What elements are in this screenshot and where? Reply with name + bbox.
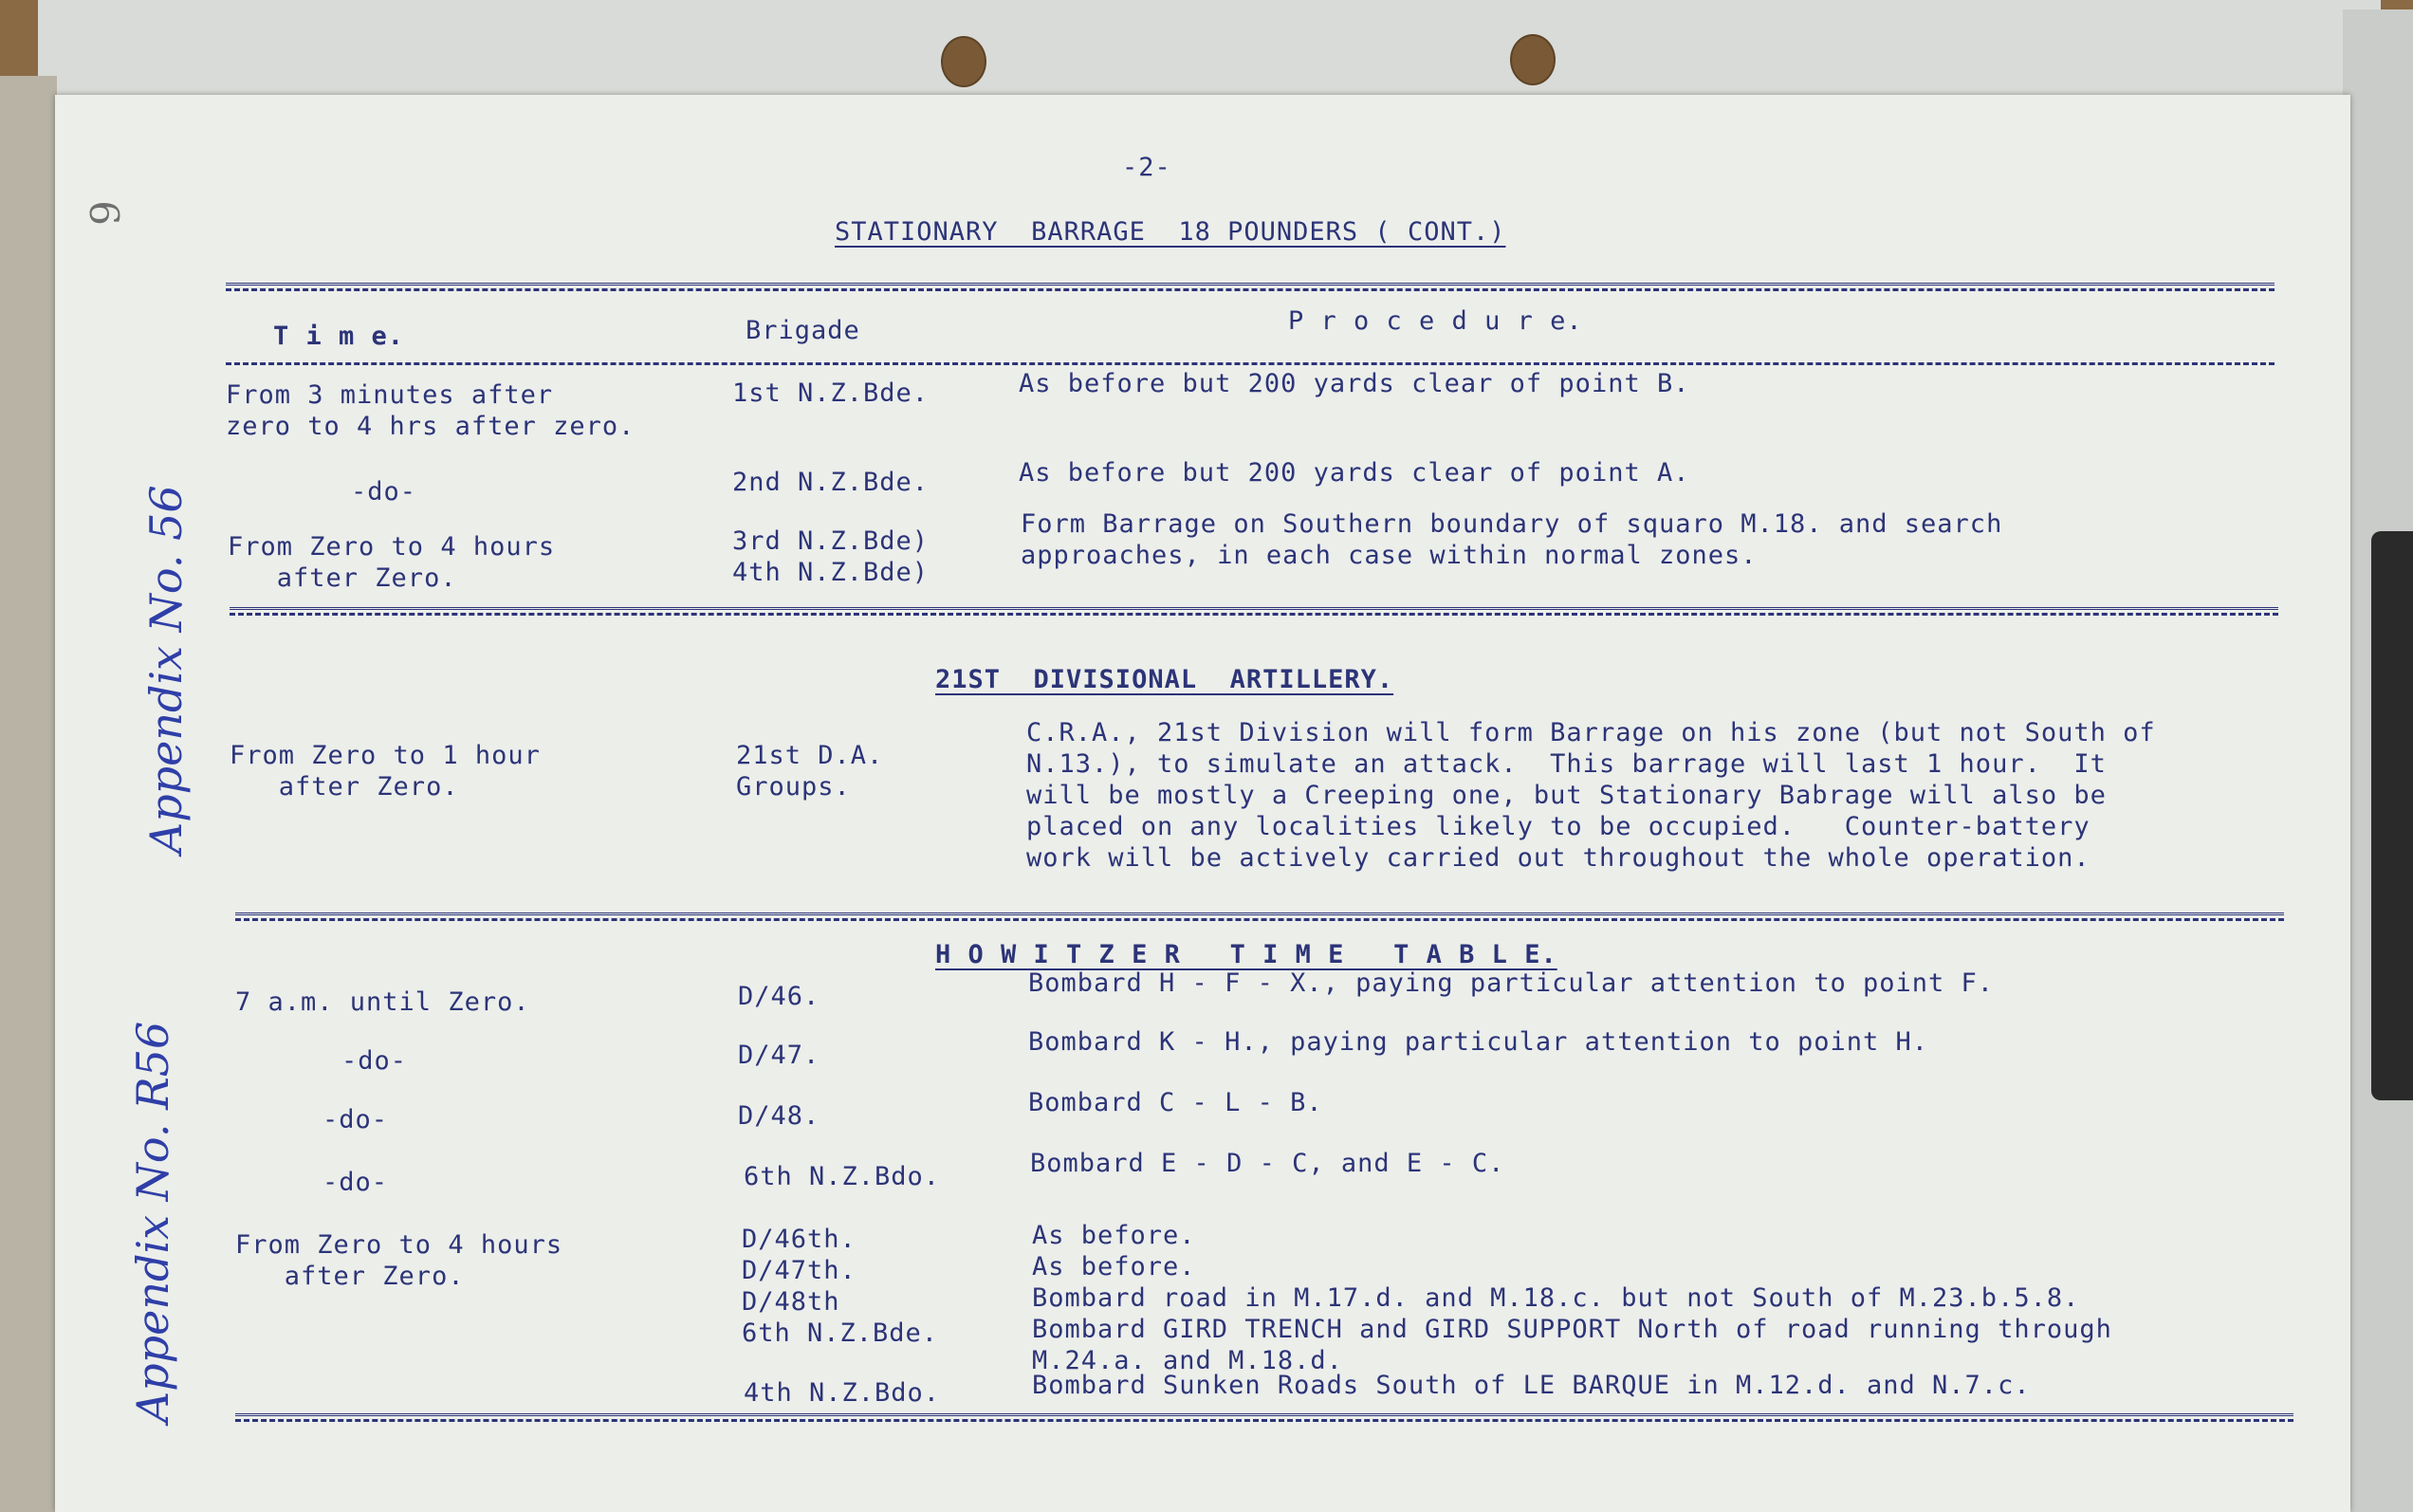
- s3-row3-time: -do-: [322, 1105, 389, 1134]
- s1-row1-procedure: As before but 200 yards clear of point B.: [1019, 369, 1690, 398]
- s3-row3-procedure: Bombard C - L - B.: [1028, 1088, 1323, 1117]
- s1-row3-procedure: Form Barrage on Southern boundary of squaro M.18. and search approaches, in each case within normal zones.: [1021, 509, 2003, 570]
- s3-row1-procedure: Bombard H - F - X., paying particular attention to point F.: [1028, 968, 1995, 998]
- s1-row3-time: From Zero to 4 hours after Zero.: [228, 532, 556, 593]
- s3-row5-time: From Zero to 4 hours after Zero.: [235, 1230, 563, 1291]
- page-number: -2-: [1122, 153, 1171, 182]
- s3-row1-time: 7 a.m. until Zero.: [235, 987, 530, 1017]
- page-title: STATIONARY BARRAGE 18 POUNDERS ( CONT.): [835, 217, 1506, 247]
- s3-row2-time: -do-: [341, 1046, 408, 1076]
- s3-row5-procedure: As before. As before. Bombard road in M.17.d. and M.18.c. but not South of M.23.b.5.8. Bombard GIRD TRENCH and GIRD SUPPORT North of road running through M.24.a. and M.18.d.: [1032, 1221, 2112, 1375]
- s3-row6-procedure: Bombard Sunken Roads South of LE BARQUE in M.12.d. and N.7.c.: [1032, 1371, 2031, 1400]
- s1-row2-procedure: As before but 200 yards clear of point A.: [1019, 458, 1690, 488]
- header-time: T i m e.: [273, 322, 405, 351]
- s3-row1-brigade: D/46.: [738, 982, 820, 1011]
- s3-row2-brigade: D/47.: [738, 1041, 820, 1070]
- s2-row1-time: From Zero to 1 hour after Zero.: [230, 741, 541, 802]
- binder-clip: [2371, 531, 2413, 1100]
- header-procedure: P r o c e d u r e.: [1288, 306, 1583, 336]
- s3-row6-brigade: 4th N.Z.Bdo.: [744, 1378, 941, 1408]
- top-double-rule: [226, 283, 2275, 291]
- s3-row2-procedure: Bombard K - H., paying particular attention to point H.: [1028, 1027, 1929, 1057]
- s3-row5-brigade: D/46th. D/47th. D/48th 6th N.Z.Bde.: [742, 1225, 939, 1348]
- section2-end-rule: [235, 913, 2284, 921]
- section3-title: H O W I T Z E R T I M E T A B L E.: [935, 940, 1557, 969]
- section2-title: 21ST DIVISIONAL ARTILLERY.: [935, 665, 1394, 694]
- s1-row1-brigade: 1st N.Z.Bde.: [732, 378, 930, 408]
- appendix-annotation-bottom: Appendix No. R56: [127, 1021, 178, 1423]
- document-page: [55, 95, 2350, 1512]
- header-rule: [226, 362, 2275, 365]
- s3-row4-time: -do-: [322, 1168, 389, 1197]
- pencil-folio-number: 9: [82, 200, 129, 226]
- s1-row2-brigade: 2nd N.Z.Bde.: [732, 468, 930, 497]
- punch-hole-left: [941, 36, 986, 87]
- s2-row1-procedure: C.R.A., 21st Division will form Barrage on his zone (but not South of N.13.), to simulate an attack. This barrage will last 1 hour. It will be mostly a Creeping one, but Stationary Babrage will also be placed on any localities likely to be occupied. Counter-battery work will be actively carried out throughout the whole operation.: [1026, 718, 2156, 873]
- punch-hole-right: [1510, 34, 1556, 85]
- appendix-annotation-top: Appendix No. 56: [140, 485, 192, 854]
- bottom-double-rule: [235, 1413, 2293, 1422]
- s2-row1-brigade: 21st D.A. Groups.: [736, 741, 884, 802]
- s1-row1-time: From 3 minutes after zero to 4 hrs after zero.: [226, 380, 635, 441]
- section1-end-rule: [230, 607, 2278, 616]
- s3-row3-brigade: D/48.: [738, 1101, 820, 1131]
- s1-row3-brigade: 3rd N.Z.Bde) 4th N.Z.Bde): [732, 526, 930, 587]
- s3-row4-procedure: Bombard E - D - C, and E - C.: [1030, 1149, 1505, 1178]
- header-brigade: Brigade: [746, 316, 860, 345]
- left-sheet-edge: [0, 76, 57, 1512]
- s1-row2-time: -do-: [351, 477, 417, 507]
- s3-row4-brigade: 6th N.Z.Bdo.: [744, 1162, 941, 1191]
